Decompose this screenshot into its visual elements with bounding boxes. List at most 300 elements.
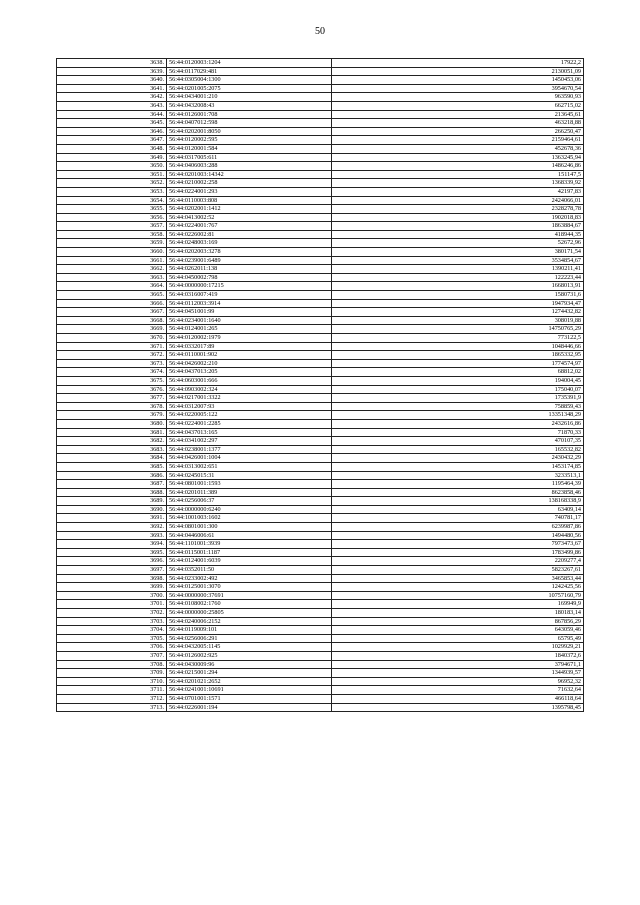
cadastral-value: 2130051,09	[332, 67, 584, 76]
cadastral-value: 122223,44	[332, 273, 584, 282]
table-row	[57, 514, 584, 523]
row-number: 3705.	[57, 634, 167, 643]
table-row	[57, 119, 584, 128]
table-row	[57, 686, 584, 695]
page-number: 50	[315, 26, 325, 37]
cadastral-number: 56:44:0226002:81	[167, 230, 332, 239]
cadastral-number: 56:44:0201011:389	[167, 488, 332, 497]
cadastral-number: 56:44:0239001:6489	[167, 256, 332, 265]
cadastral-value: 1486246,86	[332, 162, 584, 171]
row-number: 3689.	[57, 497, 167, 506]
table-row	[57, 548, 584, 557]
row-number: 3674.	[57, 368, 167, 377]
row-number: 3664.	[57, 282, 167, 291]
cadastral-value: 740781,17	[332, 514, 584, 523]
row-number: 3685.	[57, 462, 167, 471]
table-row	[57, 84, 584, 93]
cadastral-value: 1668013,91	[332, 282, 584, 291]
row-number: 3678.	[57, 402, 167, 411]
cadastral-value: 1774574,97	[332, 359, 584, 368]
cadastral-value: 1274432,82	[332, 308, 584, 317]
table-row	[57, 694, 584, 703]
cadastral-value: 1902018,83	[332, 213, 584, 222]
cadastral-value: 13351348,29	[332, 411, 584, 420]
row-number: 3683.	[57, 445, 167, 454]
row-number: 3707.	[57, 651, 167, 660]
row-number: 3668.	[57, 316, 167, 325]
cadastral-value: 71632,64	[332, 686, 584, 695]
cadastral-value: 7973473,67	[332, 540, 584, 549]
cadastral-value: 5823267,61	[332, 566, 584, 575]
table-row	[57, 248, 584, 257]
row-number: 3700.	[57, 591, 167, 600]
cadastral-number: 56:44:0108002:1760	[167, 600, 332, 609]
row-number: 3679.	[57, 411, 167, 420]
table-row	[57, 419, 584, 428]
table-row	[57, 480, 584, 489]
cadastral-number: 56:44:0407012:598	[167, 119, 332, 128]
cadastral-number: 56:44:0316007:419	[167, 291, 332, 300]
table-row	[57, 101, 584, 110]
cadastral-value: 1453174,85	[332, 462, 584, 471]
table-row	[57, 703, 584, 712]
cadastral-value: 68812,02	[332, 368, 584, 377]
table-row	[57, 454, 584, 463]
table-row	[57, 445, 584, 454]
cadastral-value: 266250,47	[332, 127, 584, 136]
row-number: 3687.	[57, 480, 167, 489]
cadastral-number: 56:44:0112003:3914	[167, 299, 332, 308]
row-number: 3703.	[57, 617, 167, 626]
table-row	[57, 205, 584, 214]
table-row	[57, 523, 584, 532]
cadastral-value: 1395798,45	[332, 703, 584, 712]
table-row	[57, 471, 584, 480]
cadastral-value: 169949,9	[332, 600, 584, 609]
cadastral-value: 1363245,94	[332, 153, 584, 162]
cadastral-value: 3794671,1	[332, 660, 584, 669]
table-body	[57, 59, 584, 712]
cadastral-number: 56:44:0000000:25805	[167, 609, 332, 618]
row-number: 3697.	[57, 566, 167, 575]
cadastral-number: 56:44:0413002:52	[167, 213, 332, 222]
row-number: 3660.	[57, 248, 167, 257]
cadastral-number: 56:44:0224001:293	[167, 187, 332, 196]
row-number: 3686.	[57, 471, 167, 480]
cadastral-value: 10757160,79	[332, 591, 584, 600]
cadastral-number: 56:44:0202001:1412	[167, 205, 332, 214]
cadastral-number: 56:44:1001003:1602	[167, 514, 332, 523]
cadastral-value: 1783499,86	[332, 548, 584, 557]
cadastral-value: 180183,14	[332, 609, 584, 618]
cadastral-number: 56:44:0313002:651	[167, 462, 332, 471]
row-number: 3665.	[57, 291, 167, 300]
row-number: 3692.	[57, 523, 167, 532]
cadastral-number: 56:44:0305004:1300	[167, 76, 332, 85]
cadastral-number: 56:44:0224001:2285	[167, 419, 332, 428]
cadastral-value: 2430432,29	[332, 454, 584, 463]
cadastral-value: 2209277,4	[332, 557, 584, 566]
cadastral-value: 452678,36	[332, 144, 584, 153]
table-row	[57, 170, 584, 179]
table-row	[57, 428, 584, 437]
cadastral-number: 56:44:0126001:708	[167, 110, 332, 119]
row-number: 3655.	[57, 205, 167, 214]
table-row	[57, 144, 584, 153]
table-row	[57, 291, 584, 300]
row-number: 3681.	[57, 428, 167, 437]
table-row	[57, 566, 584, 575]
cadastral-value: 14750765,29	[332, 325, 584, 334]
cadastral-number: 56:44:0000000:17215	[167, 282, 332, 291]
row-number: 3696.	[57, 557, 167, 566]
cadastral-number: 56:44:0241001:10691	[167, 686, 332, 695]
cadastral-number: 56:44:0434001:210	[167, 93, 332, 102]
cadastral-number: 56:44:0124001:6039	[167, 557, 332, 566]
cadastral-value: 3534854,67	[332, 256, 584, 265]
cadastral-number: 56:44:0119009:101	[167, 626, 332, 635]
cadastral-value: 194004,45	[332, 376, 584, 385]
cadastral-number: 56:44:0332017:89	[167, 342, 332, 351]
table-row	[57, 179, 584, 188]
cadastral-number: 56:44:0256006:37	[167, 497, 332, 506]
table-row	[57, 110, 584, 119]
cadastral-number: 56:44:0115001:1187	[167, 548, 332, 557]
cadastral-number: 56:44:0120003:1204	[167, 59, 332, 68]
cadastral-number: 56:44:0202003:3278	[167, 248, 332, 257]
cadastral-value: 2328278,78	[332, 205, 584, 214]
cadastral-value: 380171,54	[332, 248, 584, 257]
cadastral-number: 56:44:0432008:43	[167, 101, 332, 110]
table-row	[57, 127, 584, 136]
cadastral-number: 56:44:0125001:3070	[167, 583, 332, 592]
cadastral-number: 56:44:0238001:1377	[167, 445, 332, 454]
cadastral-value: 1195464,39	[332, 480, 584, 489]
cadastral-number: 56:44:0406003:288	[167, 162, 332, 171]
cadastral-number: 56:44:0217001:3322	[167, 394, 332, 403]
row-number: 3706.	[57, 643, 167, 652]
cadastral-value: 643059,46	[332, 626, 584, 635]
table-row	[57, 557, 584, 566]
cadastral-value: 165532,82	[332, 445, 584, 454]
row-number: 3652.	[57, 179, 167, 188]
row-number: 3653.	[57, 187, 167, 196]
row-number: 3688.	[57, 488, 167, 497]
table-row	[57, 497, 584, 506]
cadastral-number: 56:44:0215001:294	[167, 669, 332, 678]
cadastral-value: 63409,14	[332, 505, 584, 514]
cadastral-value: 1242425,56	[332, 583, 584, 592]
cadastral-number: 56:44:0437013:165	[167, 428, 332, 437]
row-number: 3708.	[57, 660, 167, 669]
row-number: 3677.	[57, 394, 167, 403]
cadastral-value: 213645,61	[332, 110, 584, 119]
table-row	[57, 222, 584, 231]
cadastral-number: 56:44:0201021:2652	[167, 677, 332, 686]
row-number: 3709.	[57, 669, 167, 678]
cadastral-number: 56:44:0437013:205	[167, 368, 332, 377]
row-number: 3710.	[57, 677, 167, 686]
cadastral-number: 56:44:0201003:14342	[167, 170, 332, 179]
table-row	[57, 162, 584, 171]
table-row	[57, 359, 584, 368]
row-number: 3669.	[57, 325, 167, 334]
cadastral-value: 1863884,67	[332, 222, 584, 231]
cadastral-value: 1029929,21	[332, 643, 584, 652]
row-number: 3676.	[57, 385, 167, 394]
row-number: 3666.	[57, 299, 167, 308]
row-number: 3642.	[57, 93, 167, 102]
cadastral-value: 65795,49	[332, 634, 584, 643]
cadastral-number: 56:44:0341002:297	[167, 437, 332, 446]
cadastral-number: 56:44:0120002:595	[167, 136, 332, 145]
row-number: 3646.	[57, 127, 167, 136]
row-number: 3673.	[57, 359, 167, 368]
cadastral-number: 56:44:0124001:265	[167, 325, 332, 334]
cadastral-number: 56:44:0317005:611	[167, 153, 332, 162]
row-number: 3693.	[57, 531, 167, 540]
cadastral-number: 56:44:0352011:50	[167, 566, 332, 575]
table-row	[57, 239, 584, 248]
table-row	[57, 643, 584, 652]
table-row	[57, 213, 584, 222]
cadastral-number: 56:44:0117029:481	[167, 67, 332, 76]
table-row	[57, 600, 584, 609]
cadastral-value: 3465853,44	[332, 574, 584, 583]
cadastral-number: 56:44:0603001:666	[167, 376, 332, 385]
cadastral-number: 56:44:0245015:31	[167, 471, 332, 480]
cadastral-value: 1390211,41	[332, 265, 584, 274]
table-row	[57, 368, 584, 377]
table-row	[57, 325, 584, 334]
table-row	[57, 93, 584, 102]
cadastral-number: 56:44:0201005:2075	[167, 84, 332, 93]
table-row	[57, 669, 584, 678]
table-row	[57, 342, 584, 351]
cadastral-number: 56:44:0120002:1979	[167, 334, 332, 343]
row-number: 3690.	[57, 505, 167, 514]
row-number: 3712.	[57, 694, 167, 703]
row-number: 3638.	[57, 59, 167, 68]
row-number: 3656.	[57, 213, 167, 222]
table-row	[57, 376, 584, 385]
row-number: 3671.	[57, 342, 167, 351]
cadastral-number: 56:44:0210002:258	[167, 179, 332, 188]
cadastral-value: 308019,88	[332, 316, 584, 325]
cadastral-value: 1840372,6	[332, 651, 584, 660]
table-row	[57, 230, 584, 239]
cadastral-value: 1494480,56	[332, 531, 584, 540]
table-row	[57, 334, 584, 343]
table-row	[57, 67, 584, 76]
row-number: 3640.	[57, 76, 167, 85]
cadastral-value: 1947934,47	[332, 299, 584, 308]
table-row	[57, 609, 584, 618]
cadastral-number: 56:44:0801001:1593	[167, 480, 332, 489]
cadastral-number: 56:44:0430009:96	[167, 660, 332, 669]
cadastral-number: 56:44:0903002:324	[167, 385, 332, 394]
cadastral-value: 1450453,06	[332, 76, 584, 85]
row-number: 3680.	[57, 419, 167, 428]
cadastral-number: 56:44:0110001:902	[167, 351, 332, 360]
cadastral-value: 1368339,92	[332, 179, 584, 188]
table-row	[57, 531, 584, 540]
row-number: 3657.	[57, 222, 167, 231]
table-row	[57, 187, 584, 196]
cadastral-number: 56:44:0224001:767	[167, 222, 332, 231]
cadastral-value: 151147,5	[332, 170, 584, 179]
row-number: 3650.	[57, 162, 167, 171]
cadastral-number: 56:44:0248003:169	[167, 239, 332, 248]
cadastral-value: 1048446,66	[332, 342, 584, 351]
cadastral-number: 56:44:0450002:798	[167, 273, 332, 282]
table-row	[57, 196, 584, 205]
row-number: 3647.	[57, 136, 167, 145]
table-row	[57, 316, 584, 325]
row-number: 3651.	[57, 170, 167, 179]
row-number: 3648.	[57, 144, 167, 153]
table-row	[57, 462, 584, 471]
cadastral-value: 71870,33	[332, 428, 584, 437]
cadastral-number: 56:44:0451001:99	[167, 308, 332, 317]
cadastral-value: 1580731,6	[332, 291, 584, 300]
row-number: 3711.	[57, 686, 167, 695]
cadastral-number: 56:44:0256006:291	[167, 634, 332, 643]
table-row	[57, 583, 584, 592]
table-row	[57, 265, 584, 274]
row-number: 3701.	[57, 600, 167, 609]
cadastral-number: 56:44:0220005:122	[167, 411, 332, 420]
cadastral-number: 56:44:0233002:492	[167, 574, 332, 583]
cadastral-value: 463218,88	[332, 119, 584, 128]
table-row	[57, 76, 584, 85]
cadastral-value: 96952,32	[332, 677, 584, 686]
cadastral-number: 56:44:0426002:210	[167, 359, 332, 368]
table-row	[57, 351, 584, 360]
cadastral-number: 56:44:0312007:93	[167, 402, 332, 411]
table-row	[57, 660, 584, 669]
cadastral-number: 56:44:0262011:138	[167, 265, 332, 274]
table-row	[57, 411, 584, 420]
row-number: 3641.	[57, 84, 167, 93]
cadastral-value: 175040,07	[332, 385, 584, 394]
cadastral-number: 56:44:0801001:300	[167, 523, 332, 532]
cadastral-value: 662715,02	[332, 101, 584, 110]
table-row	[57, 634, 584, 643]
cadastral-number: 56:44:0000000:37691	[167, 591, 332, 600]
cadastral-number: 56:44:0701001:1571	[167, 694, 332, 703]
table-row	[57, 437, 584, 446]
table-row	[57, 626, 584, 635]
table-row	[57, 136, 584, 145]
row-number: 3643.	[57, 101, 167, 110]
table-row	[57, 394, 584, 403]
cadastral-value-table	[56, 58, 584, 712]
table-row	[57, 574, 584, 583]
row-number: 3698.	[57, 574, 167, 583]
cadastral-value: 418944,35	[332, 230, 584, 239]
row-number: 3662.	[57, 265, 167, 274]
cadastral-number: 56:44:0202001:8050	[167, 127, 332, 136]
row-number: 3667.	[57, 308, 167, 317]
row-number: 3639.	[57, 67, 167, 76]
row-number: 3654.	[57, 196, 167, 205]
row-number: 3658.	[57, 230, 167, 239]
row-number: 3670.	[57, 334, 167, 343]
table-row	[57, 153, 584, 162]
table-row	[57, 591, 584, 600]
cadastral-number: 56:44:0432005:1145	[167, 643, 332, 652]
table-row	[57, 273, 584, 282]
cadastral-value: 17922,2	[332, 59, 584, 68]
table-row	[57, 402, 584, 411]
cadastral-value: 758859,43	[332, 402, 584, 411]
cadastral-value: 8623858,46	[332, 488, 584, 497]
row-number: 3713.	[57, 703, 167, 712]
cadastral-value: 470107,35	[332, 437, 584, 446]
row-number: 3659.	[57, 239, 167, 248]
cadastral-value: 138168338,9	[332, 497, 584, 506]
table-row	[57, 540, 584, 549]
row-number: 3684.	[57, 454, 167, 463]
cadastral-value: 867856,29	[332, 617, 584, 626]
cadastral-value: 773122,5	[332, 334, 584, 343]
cadastral-value: 42197,83	[332, 187, 584, 196]
row-number: 3691.	[57, 514, 167, 523]
table-row	[57, 299, 584, 308]
cadastral-number: 56:44:0000000:6240	[167, 505, 332, 514]
row-number: 3682.	[57, 437, 167, 446]
table-row	[57, 617, 584, 626]
cadastral-number: 56:44:1101001:3939	[167, 540, 332, 549]
cadastral-value: 1735391,9	[332, 394, 584, 403]
cadastral-value: 3233513,1	[332, 471, 584, 480]
table-row	[57, 488, 584, 497]
table-row	[57, 385, 584, 394]
row-number: 3702.	[57, 609, 167, 618]
table-row	[57, 282, 584, 291]
table-row	[57, 651, 584, 660]
cadastral-number: 56:44:0240006:2152	[167, 617, 332, 626]
row-number: 3672.	[57, 351, 167, 360]
cadastral-value: 1865332,95	[332, 351, 584, 360]
cadastral-number: 56:44:0426001:1004	[167, 454, 332, 463]
cadastral-number: 56:44:0110003:808	[167, 196, 332, 205]
cadastral-value: 2432616,86	[332, 419, 584, 428]
row-number: 3694.	[57, 540, 167, 549]
cadastral-value: 2159464,61	[332, 136, 584, 145]
row-number: 3644.	[57, 110, 167, 119]
table-row	[57, 59, 584, 68]
cadastral-number: 56:44:0226001:194	[167, 703, 332, 712]
row-number: 3663.	[57, 273, 167, 282]
cadastral-value: 6239987,86	[332, 523, 584, 532]
cadastral-value: 1344939,57	[332, 669, 584, 678]
cadastral-value: 466118,64	[332, 694, 584, 703]
cadastral-value: 52672,96	[332, 239, 584, 248]
row-number: 3645.	[57, 119, 167, 128]
table-row	[57, 308, 584, 317]
table-row	[57, 505, 584, 514]
cadastral-number: 56:44:0446006:61	[167, 531, 332, 540]
cadastral-value: 2424066,01	[332, 196, 584, 205]
cadastral-number: 56:44:0120001:584	[167, 144, 332, 153]
cadastral-number: 56:44:0126002:925	[167, 651, 332, 660]
row-number: 3704.	[57, 626, 167, 635]
row-number: 3695.	[57, 548, 167, 557]
row-number: 3649.	[57, 153, 167, 162]
cadastral-number: 56:44:0234001:1640	[167, 316, 332, 325]
